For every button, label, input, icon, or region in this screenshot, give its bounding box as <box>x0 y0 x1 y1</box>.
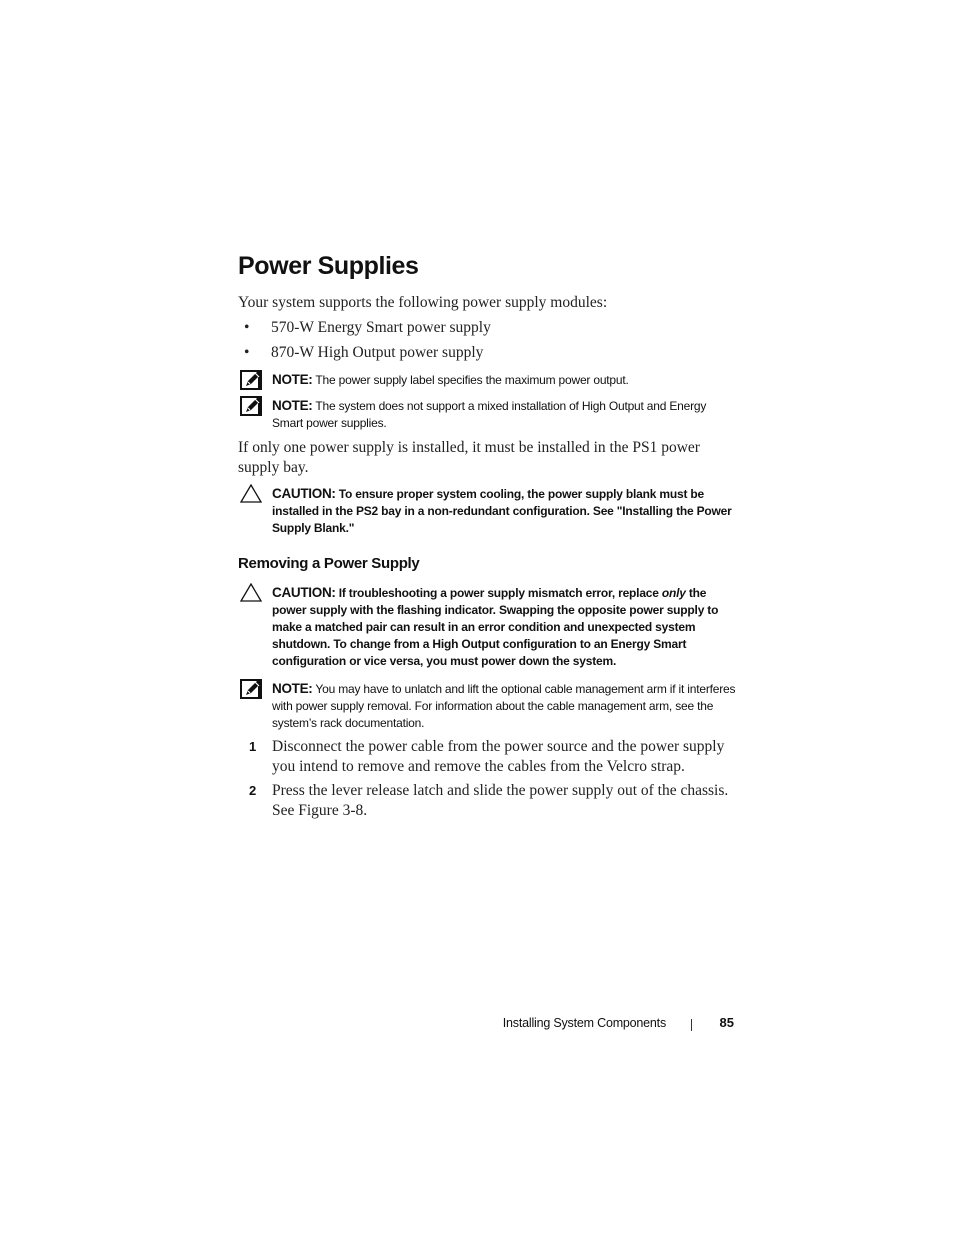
page-number: 85 <box>719 1015 734 1030</box>
note-text <box>272 680 738 732</box>
note-text <box>272 397 738 432</box>
note-pencil-icon <box>240 396 262 416</box>
step-number: 2 <box>249 783 257 798</box>
note-label: NOTE: <box>272 372 313 387</box>
caution-body: To ensure proper system cooling, the power supply blank must be installed in the PS2 bay in a non-redundant configuration. See "Installing the Power Supply Blank." <box>272 487 732 535</box>
caution-text <box>272 485 738 537</box>
caution-text <box>272 584 738 670</box>
note-pencil-icon <box>240 370 262 390</box>
note-text <box>272 371 738 389</box>
note-label: NOTE: <box>272 398 313 413</box>
note-body: The system does not support a mixed installation of High Output and Energy Smart power supplies. <box>272 399 707 430</box>
note-label: NOTE: <box>272 681 313 696</box>
bullet-icon: • <box>244 344 250 361</box>
list-item-text: 870-W High Output power supply <box>271 344 484 361</box>
step-text: Press the lever release latch and slide the power supply out of the chassis. See Figure 3-8. <box>272 782 729 819</box>
list-item-text: 570-W Energy Smart power supply <box>271 319 491 336</box>
caution-body: the power supply with the flashing indicator. Swapping the opposite power supply to make a matched pair can result in an error condition and unexpected system shutdown. To change from a High Output configuration to an Energy Smart configuration or vice versa, you must power down the system. <box>272 586 719 668</box>
note-body: The power supply label specifies the maximum power output. <box>312 373 629 387</box>
page-title: Power Supplies <box>238 252 419 280</box>
caution-triangle-icon <box>240 484 262 504</box>
paragraph: If only one power supply is installed, it must be installed in the PS1 power supply bay. <box>238 439 700 476</box>
caution-label: CAUTION: <box>272 585 336 600</box>
caution-body: If troubleshooting a power supply mismatch error, replace <box>335 586 662 600</box>
note-body: You may have to unlatch and lift the optional cable management arm if it interferes with power supply removal. For information about the cable management arm, see the system’s rack documentation. <box>272 682 736 730</box>
bullet-icon: • <box>244 319 250 336</box>
caution-triangle-icon <box>240 583 262 603</box>
footer-separator <box>691 1019 692 1031</box>
caution-label: CAUTION: <box>272 486 336 501</box>
intro-paragraph: Your system supports the following power supply modules: <box>238 294 608 311</box>
step-number: 1 <box>249 739 257 754</box>
page-footer <box>238 1014 736 1034</box>
emphasis-text: only <box>661 586 686 600</box>
step-text: Disconnect the power cable from the power source and the power supply you intend to remove and remove the cables from the Velcro strap. <box>272 738 725 775</box>
note-pencil-icon <box>240 679 262 699</box>
section-heading: Removing a Power Supply <box>238 555 420 572</box>
footer-section-title: Installing System Components <box>502 1016 666 1030</box>
